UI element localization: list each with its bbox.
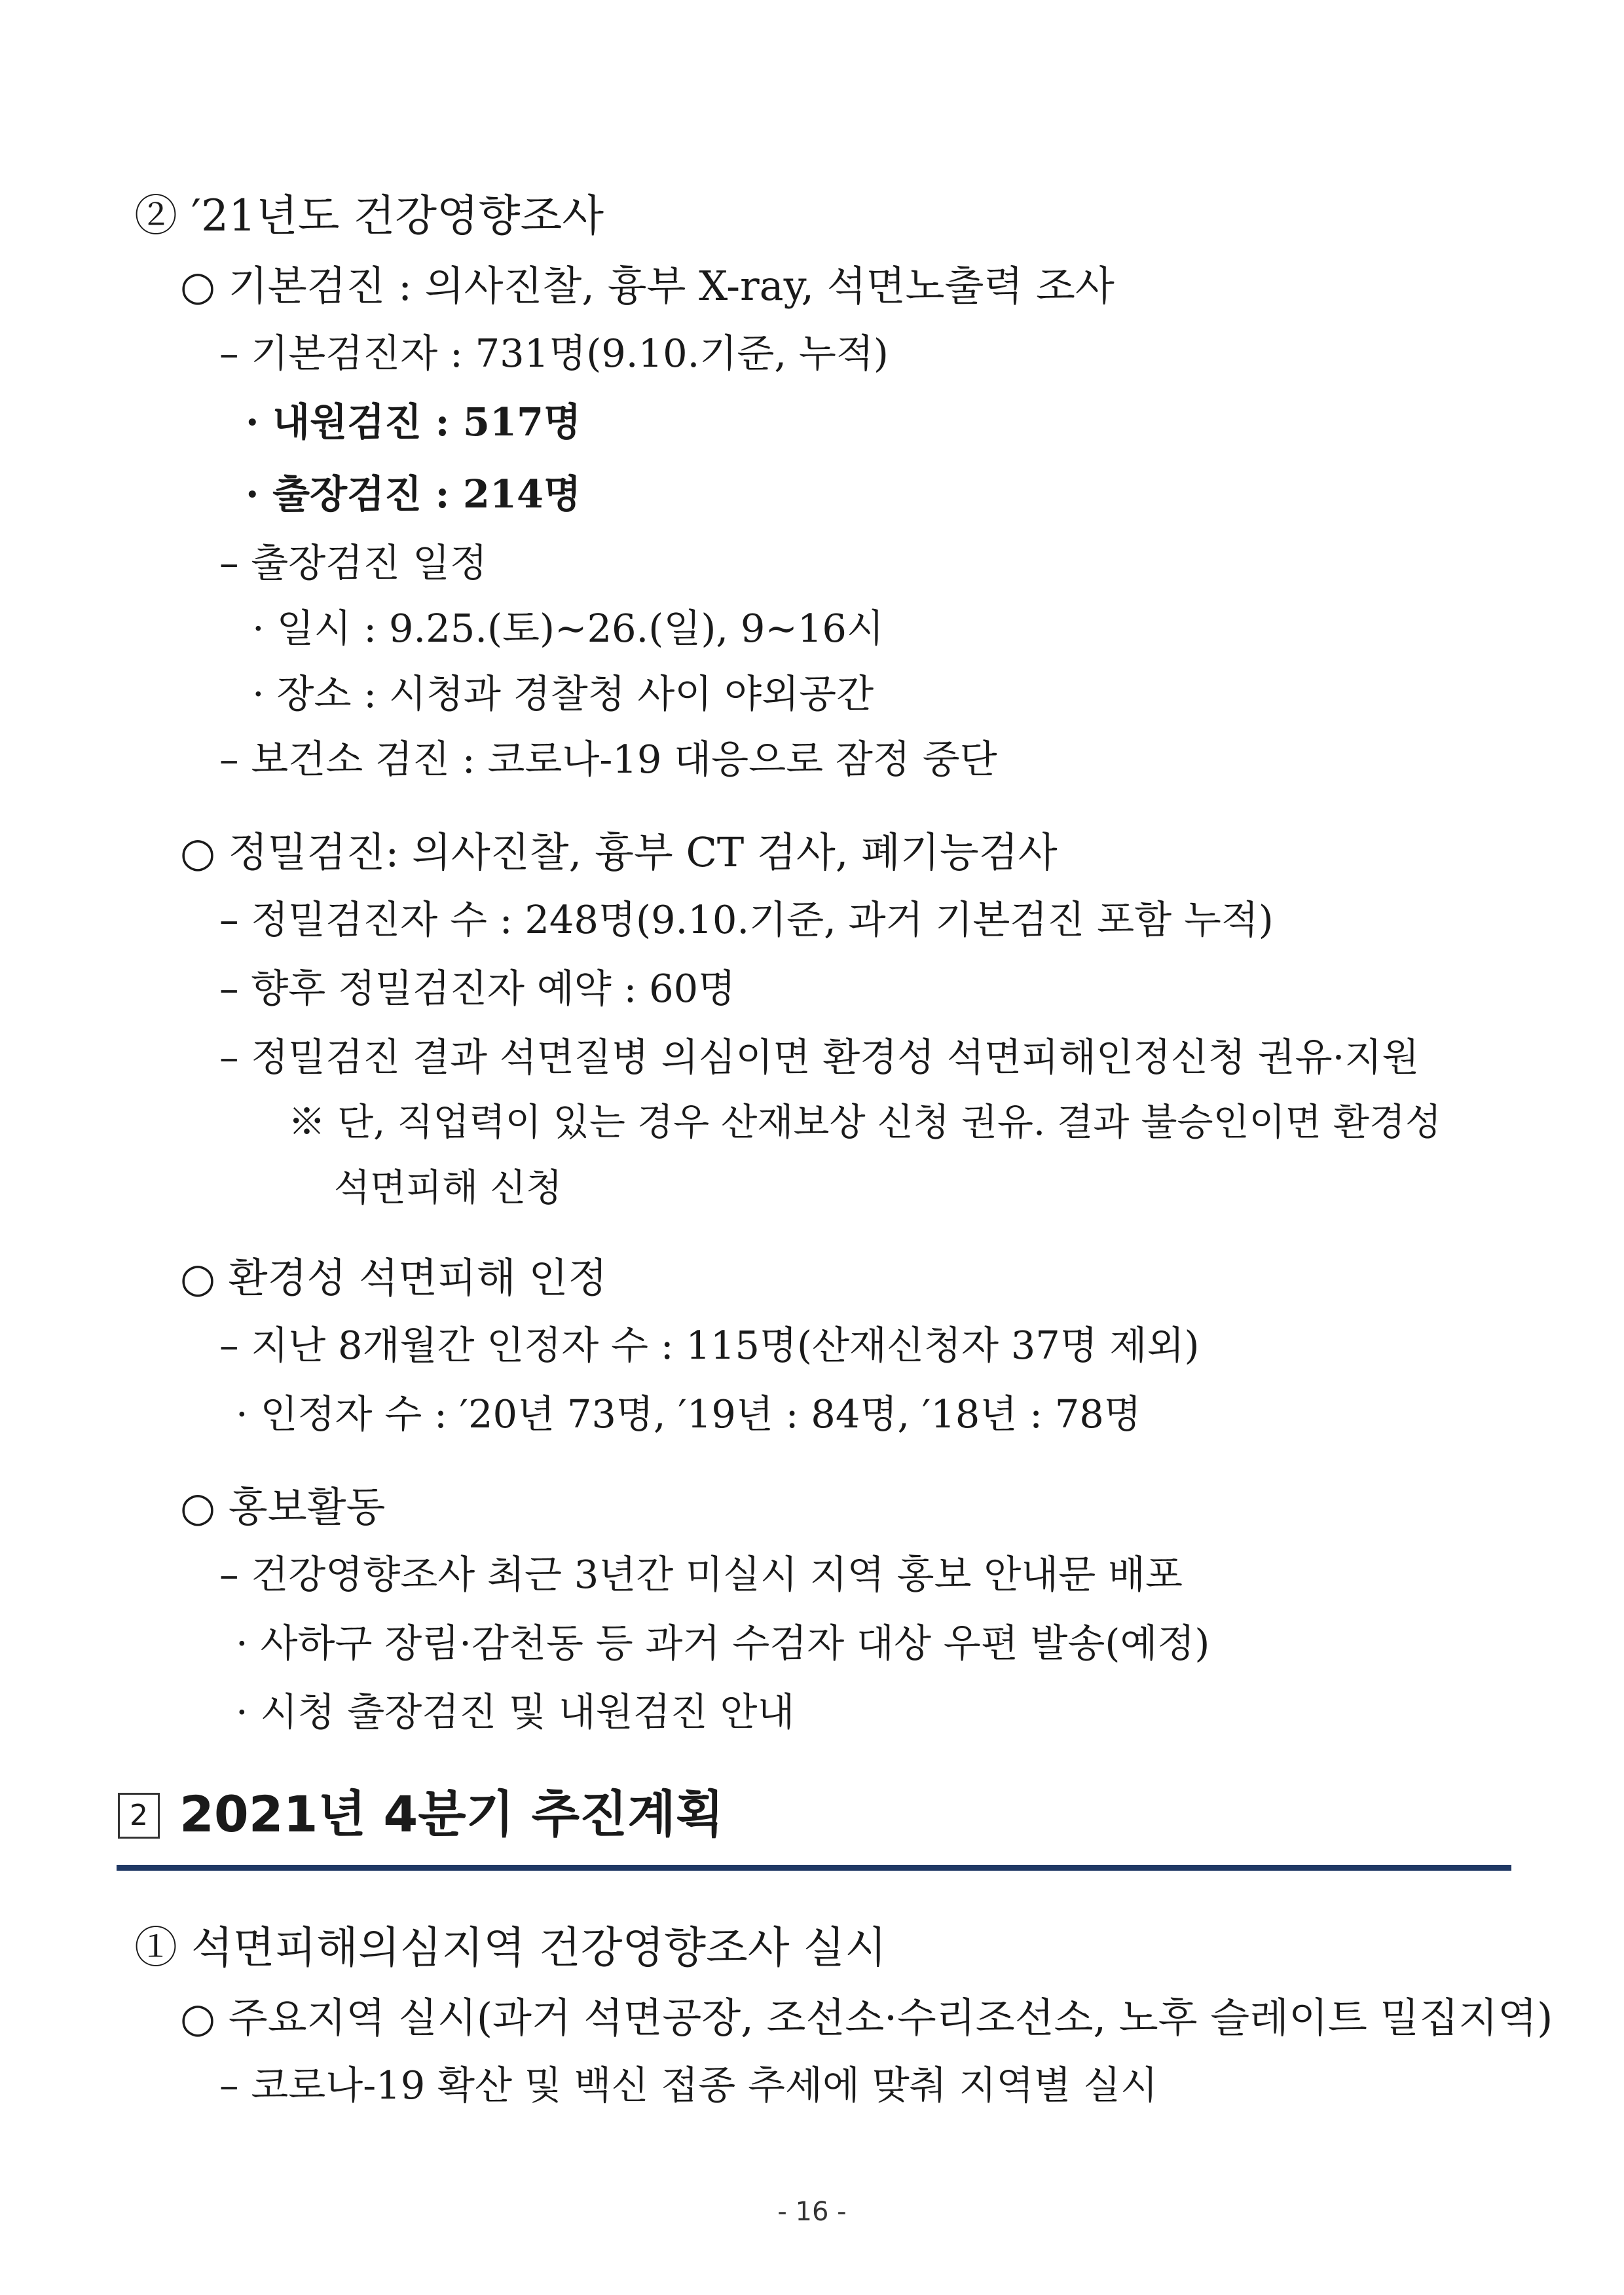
detailed-exam-result: – 정밀검진 결과 석면질병 의심이면 환경성 석면피해인정신청 권유·지원	[219, 1035, 1420, 1080]
section-number-box: 2	[118, 1793, 160, 1839]
onsite-exam-count: · 출장검진 : 214명	[246, 471, 581, 517]
onsite-schedule-title: – 출장검진 일정	[219, 540, 487, 585]
onsite-schedule-place: · 장소 : 시청과 경찰청 사이 야외공간	[252, 671, 874, 716]
page-number: - 16 -	[777, 2197, 847, 2227]
section-title: 2021년 4분기 추진계획	[179, 1785, 724, 1843]
basic-exam-count: – 기본검진자 : 731명(9.10.기준, 누적)	[219, 331, 889, 376]
q4-major-area: ○ 주요지역 실시(과거 석면공장, 조선소·수리조선소, 노후 슬레이트 밀집지역)	[180, 1994, 1553, 2042]
recognition-heading: ○ 환경성 석면피해 인정	[180, 1254, 608, 1302]
detailed-exam-reserved: – 향후 정밀검진자 예약 : 60명	[219, 966, 736, 1011]
q4-covid-schedule: – 코로나-19 확산 및 백신 접종 추세에 맞춰 지역별 실시	[219, 2063, 1158, 2108]
promotion-mail: · 사하구 장림·감천동 등 과거 수검자 대상 우편 발송(예정)	[236, 1621, 1210, 1666]
basic-exam-heading: ○ 기본검진 : 의사진찰, 흉부 X-ray, 석면노출력 조사	[180, 262, 1115, 310]
note-line-2: 석면피해 신청	[334, 1166, 563, 1209]
promotion-guide: · 시청 출장검진 및 내원검진 안내	[236, 1689, 795, 1735]
promotion-heading: ○ 홍보활동	[180, 1483, 386, 1531]
detailed-exam-count: – 정밀검진자 수 : 248명(9.10.기준, 과거 기본검진 포함 누적)	[219, 897, 1274, 942]
section-heading-q4	[118, 1774, 724, 1846]
inhouse-exam-count: · 내원검진 : 517명	[246, 399, 581, 445]
subsection-title: ② ′21년도 건강영향조사	[134, 191, 604, 241]
recognition-recent: – 지난 8개월간 인정자 수 : 115명(산재신청자 37명 제외)	[219, 1323, 1200, 1368]
detailed-exam-heading: ○ 정밀검진: 의사진찰, 흉부 CT 검사, 폐기능검사	[180, 828, 1058, 876]
note-line-1: ※ 단, 직업력이 있는 경우 산재보상 신청 권유. 결과 불승인이면 환경성	[288, 1101, 1442, 1144]
q4-item1-title: ① 석면피해의심지역 건강영향조사 실시	[134, 1922, 887, 1973]
promotion-leaflet: – 건강영향조사 최근 3년간 미실시 지역 홍보 안내문 배포	[219, 1552, 1183, 1597]
health-center-exam: – 보건소 검진 : 코로나-19 대응으로 잠정 중단	[219, 737, 997, 782]
recognition-history: · 인정자 수 : ′20년 73명, ′19년 : 84명, ′18년 : 78명	[236, 1391, 1141, 1437]
section-divider	[117, 1865, 1511, 1871]
onsite-schedule-date: · 일시 : 9.25.(토)~26.(일), 9~16시	[252, 606, 884, 651]
